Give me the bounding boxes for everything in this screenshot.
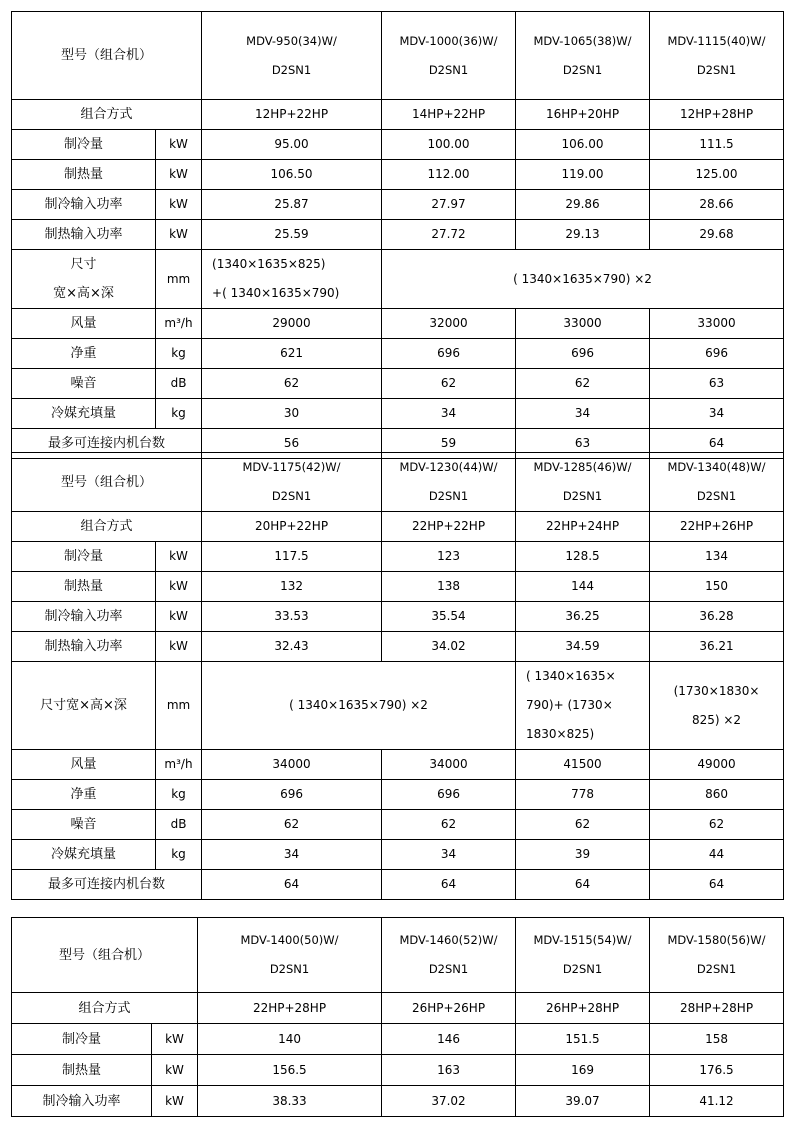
noise-label: 噪音 [12, 369, 156, 399]
refrigerant-label: 冷媒充填量 [12, 840, 156, 870]
weight-label: 净重 [12, 780, 156, 810]
value-cell: 38.33 [198, 1086, 382, 1117]
value-cell: 176.5 [650, 1055, 784, 1086]
value-cell: 64 [650, 429, 784, 459]
model-cell: MDV-1580(56)W/ D2SN1 [650, 918, 784, 993]
value-cell: 64 [202, 870, 382, 900]
unit-cell: mm [156, 250, 202, 309]
table-row [12, 130, 784, 160]
value-cell: 33000 [650, 309, 784, 339]
value-cell: 621 [202, 339, 382, 369]
spec-table-1 [11, 11, 784, 459]
combo-cell: 14HP+22HP [382, 100, 516, 130]
unit-cell: mm [156, 662, 202, 750]
value-cell: 696 [202, 780, 382, 810]
unit-cell: kW [156, 190, 202, 220]
heating-label: 制热量 [12, 160, 156, 190]
heating-label: 制热量 [12, 1055, 152, 1086]
heat-power-label: 制热输入功率 [12, 632, 156, 662]
value-cell: 144 [516, 572, 650, 602]
spec-table-3 [11, 917, 784, 1117]
unit-cell: m³/h [156, 750, 202, 780]
table-row [12, 1055, 784, 1086]
value-cell: 62 [202, 810, 382, 840]
combo-cell: 22HP+24HP [516, 512, 650, 542]
model-cell: MDV-1175(42)W/ D2SN1 [202, 453, 382, 512]
unit-cell: kW [156, 130, 202, 160]
table-row [12, 810, 784, 840]
value-cell: 34 [516, 399, 650, 429]
unit-cell: kW [156, 160, 202, 190]
spec-table-2 [11, 452, 784, 900]
cooling-label: 制冷量 [12, 1024, 152, 1055]
value-cell: 36.21 [650, 632, 784, 662]
table-row [12, 1024, 784, 1055]
table-row [12, 160, 784, 190]
table-row [12, 512, 784, 542]
value-cell: 132 [202, 572, 382, 602]
value-cell: 35.54 [382, 602, 516, 632]
combo-label: 组合方式 [12, 993, 198, 1024]
value-cell: 778 [516, 780, 650, 810]
combo-cell: 28HP+28HP [650, 993, 784, 1024]
value-cell: 34 [650, 399, 784, 429]
value-cell: 62 [382, 369, 516, 399]
value-cell: 64 [650, 870, 784, 900]
model-label: 型号（组合机） [12, 453, 202, 512]
value-cell: 123 [382, 542, 516, 572]
value-cell: 33000 [516, 309, 650, 339]
table-row [12, 250, 784, 309]
cooling-label: 制冷量 [12, 542, 156, 572]
unit-cell: dB [156, 810, 202, 840]
unit-cell: kW [152, 1086, 198, 1117]
table-row [12, 918, 784, 993]
value-cell: 28.66 [650, 190, 784, 220]
value-cell: 62 [382, 810, 516, 840]
value-cell: 128.5 [516, 542, 650, 572]
value-cell: 29000 [202, 309, 382, 339]
value-cell: 106.50 [202, 160, 382, 190]
value-cell: 27.97 [382, 190, 516, 220]
value-cell: 39 [516, 840, 650, 870]
table-row [12, 339, 784, 369]
value-cell: 860 [650, 780, 784, 810]
combo-cell: 26HP+26HP [382, 993, 516, 1024]
table-row [12, 993, 784, 1024]
refrigerant-label: 冷媒充填量 [12, 399, 156, 429]
heat-power-label: 制热输入功率 [12, 220, 156, 250]
noise-label: 噪音 [12, 810, 156, 840]
model-cell: MDV-1515(54)W/ D2SN1 [516, 918, 650, 993]
table-row [12, 870, 784, 900]
value-cell: 696 [650, 339, 784, 369]
size-cell: ( 1340×1635×790) ×2 [382, 250, 784, 309]
combo-cell: 22HP+28HP [198, 993, 382, 1024]
value-cell: 138 [382, 572, 516, 602]
table-row [12, 750, 784, 780]
value-cell: 62 [202, 369, 382, 399]
model-cell: MDV-1400(50)W/ D2SN1 [198, 918, 382, 993]
value-cell: 32000 [382, 309, 516, 339]
table-row [12, 840, 784, 870]
table-row [12, 190, 784, 220]
unit-cell: kg [156, 399, 202, 429]
value-cell: 163 [382, 1055, 516, 1086]
value-cell: 33.53 [202, 602, 382, 632]
value-cell: 36.28 [650, 602, 784, 632]
value-cell: 34 [382, 399, 516, 429]
value-cell: 696 [382, 339, 516, 369]
table-row [12, 453, 784, 512]
value-cell: 119.00 [516, 160, 650, 190]
size-cell: ( 1340×1635× 790)+ (1730× 1830×825) [516, 662, 650, 750]
unit-cell: kW [156, 542, 202, 572]
heating-label: 制热量 [12, 572, 156, 602]
value-cell: 56 [202, 429, 382, 459]
combo-cell: 26HP+28HP [516, 993, 650, 1024]
value-cell: 63 [650, 369, 784, 399]
value-cell: 41500 [516, 750, 650, 780]
value-cell: 29.86 [516, 190, 650, 220]
model-label: 型号（组合机） [12, 12, 202, 100]
size-label: 尺寸宽×高×深 [12, 662, 156, 750]
value-cell: 32.43 [202, 632, 382, 662]
unit-cell: kW [152, 1055, 198, 1086]
size-cell: ( 1340×1635×790) ×2 [202, 662, 516, 750]
model-cell: MDV-1065(38)W/ D2SN1 [516, 12, 650, 100]
value-cell: 34000 [202, 750, 382, 780]
cool-power-label: 制冷输入功率 [12, 190, 156, 220]
combo-label: 组合方式 [12, 100, 202, 130]
value-cell: 27.72 [382, 220, 516, 250]
value-cell: 62 [650, 810, 784, 840]
table-row [12, 572, 784, 602]
table-row [12, 662, 784, 750]
table-row [12, 602, 784, 632]
cool-power-label: 制冷输入功率 [12, 602, 156, 632]
cooling-label: 制冷量 [12, 130, 156, 160]
max-indoor-label: 最多可连接内机台数 [12, 870, 202, 900]
value-cell: 34 [382, 840, 516, 870]
value-cell: 41.12 [650, 1086, 784, 1117]
value-cell: 36.25 [516, 602, 650, 632]
value-cell: 151.5 [516, 1024, 650, 1055]
table-row [12, 309, 784, 339]
value-cell: 30 [202, 399, 382, 429]
weight-label: 净重 [12, 339, 156, 369]
model-cell: MDV-1230(44)W/ D2SN1 [382, 453, 516, 512]
unit-cell: kW [156, 220, 202, 250]
table-row [12, 399, 784, 429]
unit-cell: kW [156, 602, 202, 632]
max-indoor-label: 最多可连接内机台数 [12, 429, 202, 459]
value-cell: 49000 [650, 750, 784, 780]
value-cell: 117.5 [202, 542, 382, 572]
combo-cell: 12HP+28HP [650, 100, 784, 130]
value-cell: 34000 [382, 750, 516, 780]
unit-cell: kW [156, 632, 202, 662]
model-cell: MDV-1340(48)W/ D2SN1 [650, 453, 784, 512]
value-cell: 59 [382, 429, 516, 459]
value-cell: 34.59 [516, 632, 650, 662]
value-cell: 95.00 [202, 130, 382, 160]
value-cell: 29.13 [516, 220, 650, 250]
combo-cell: 16HP+20HP [516, 100, 650, 130]
value-cell: 140 [198, 1024, 382, 1055]
model-cell: MDV-950(34)W/ D2SN1 [202, 12, 382, 100]
value-cell: 112.00 [382, 160, 516, 190]
size-label: 尺寸 宽×高×深 [12, 250, 156, 309]
value-cell: 63 [516, 429, 650, 459]
model-cell: MDV-1460(52)W/ D2SN1 [382, 918, 516, 993]
unit-cell: kg [156, 339, 202, 369]
value-cell: 64 [382, 870, 516, 900]
model-label: 型号（组合机） [12, 918, 198, 993]
unit-cell: kg [156, 780, 202, 810]
value-cell: 62 [516, 369, 650, 399]
table-row [12, 369, 784, 399]
model-cell: MDV-1115(40)W/ D2SN1 [650, 12, 784, 100]
table-row [12, 100, 784, 130]
value-cell: 34.02 [382, 632, 516, 662]
value-cell: 696 [516, 339, 650, 369]
value-cell: 158 [650, 1024, 784, 1055]
value-cell: 106.00 [516, 130, 650, 160]
table-row [12, 780, 784, 810]
value-cell: 62 [516, 810, 650, 840]
value-cell: 25.59 [202, 220, 382, 250]
table-row [12, 1086, 784, 1117]
table-row [12, 542, 784, 572]
size-cell: (1340×1635×825) +( 1340×1635×790) [202, 250, 382, 309]
value-cell: 37.02 [382, 1086, 516, 1117]
unit-cell: m³/h [156, 309, 202, 339]
value-cell: 29.68 [650, 220, 784, 250]
airflow-label: 风量 [12, 309, 156, 339]
value-cell: 100.00 [382, 130, 516, 160]
combo-cell: 22HP+22HP [382, 512, 516, 542]
combo-cell: 22HP+26HP [650, 512, 784, 542]
combo-label: 组合方式 [12, 512, 202, 542]
unit-cell: dB [156, 369, 202, 399]
value-cell: 169 [516, 1055, 650, 1086]
value-cell: 156.5 [198, 1055, 382, 1086]
unit-cell: kg [156, 840, 202, 870]
value-cell: 146 [382, 1024, 516, 1055]
value-cell: 134 [650, 542, 784, 572]
value-cell: 111.5 [650, 130, 784, 160]
table-row [12, 12, 784, 100]
table-row [12, 632, 784, 662]
value-cell: 64 [516, 870, 650, 900]
value-cell: 696 [382, 780, 516, 810]
value-cell: 150 [650, 572, 784, 602]
value-cell: 25.87 [202, 190, 382, 220]
size-cell: (1730×1830× 825) ×2 [650, 662, 784, 750]
value-cell: 44 [650, 840, 784, 870]
value-cell: 34 [202, 840, 382, 870]
combo-cell: 20HP+22HP [202, 512, 382, 542]
combo-cell: 12HP+22HP [202, 100, 382, 130]
value-cell: 39.07 [516, 1086, 650, 1117]
unit-cell: kW [156, 572, 202, 602]
model-cell: MDV-1285(46)W/ D2SN1 [516, 453, 650, 512]
model-cell: MDV-1000(36)W/ D2SN1 [382, 12, 516, 100]
airflow-label: 风量 [12, 750, 156, 780]
table-row [12, 220, 784, 250]
value-cell: 125.00 [650, 160, 784, 190]
cool-power-label: 制冷输入功率 [12, 1086, 152, 1117]
unit-cell: kW [152, 1024, 198, 1055]
